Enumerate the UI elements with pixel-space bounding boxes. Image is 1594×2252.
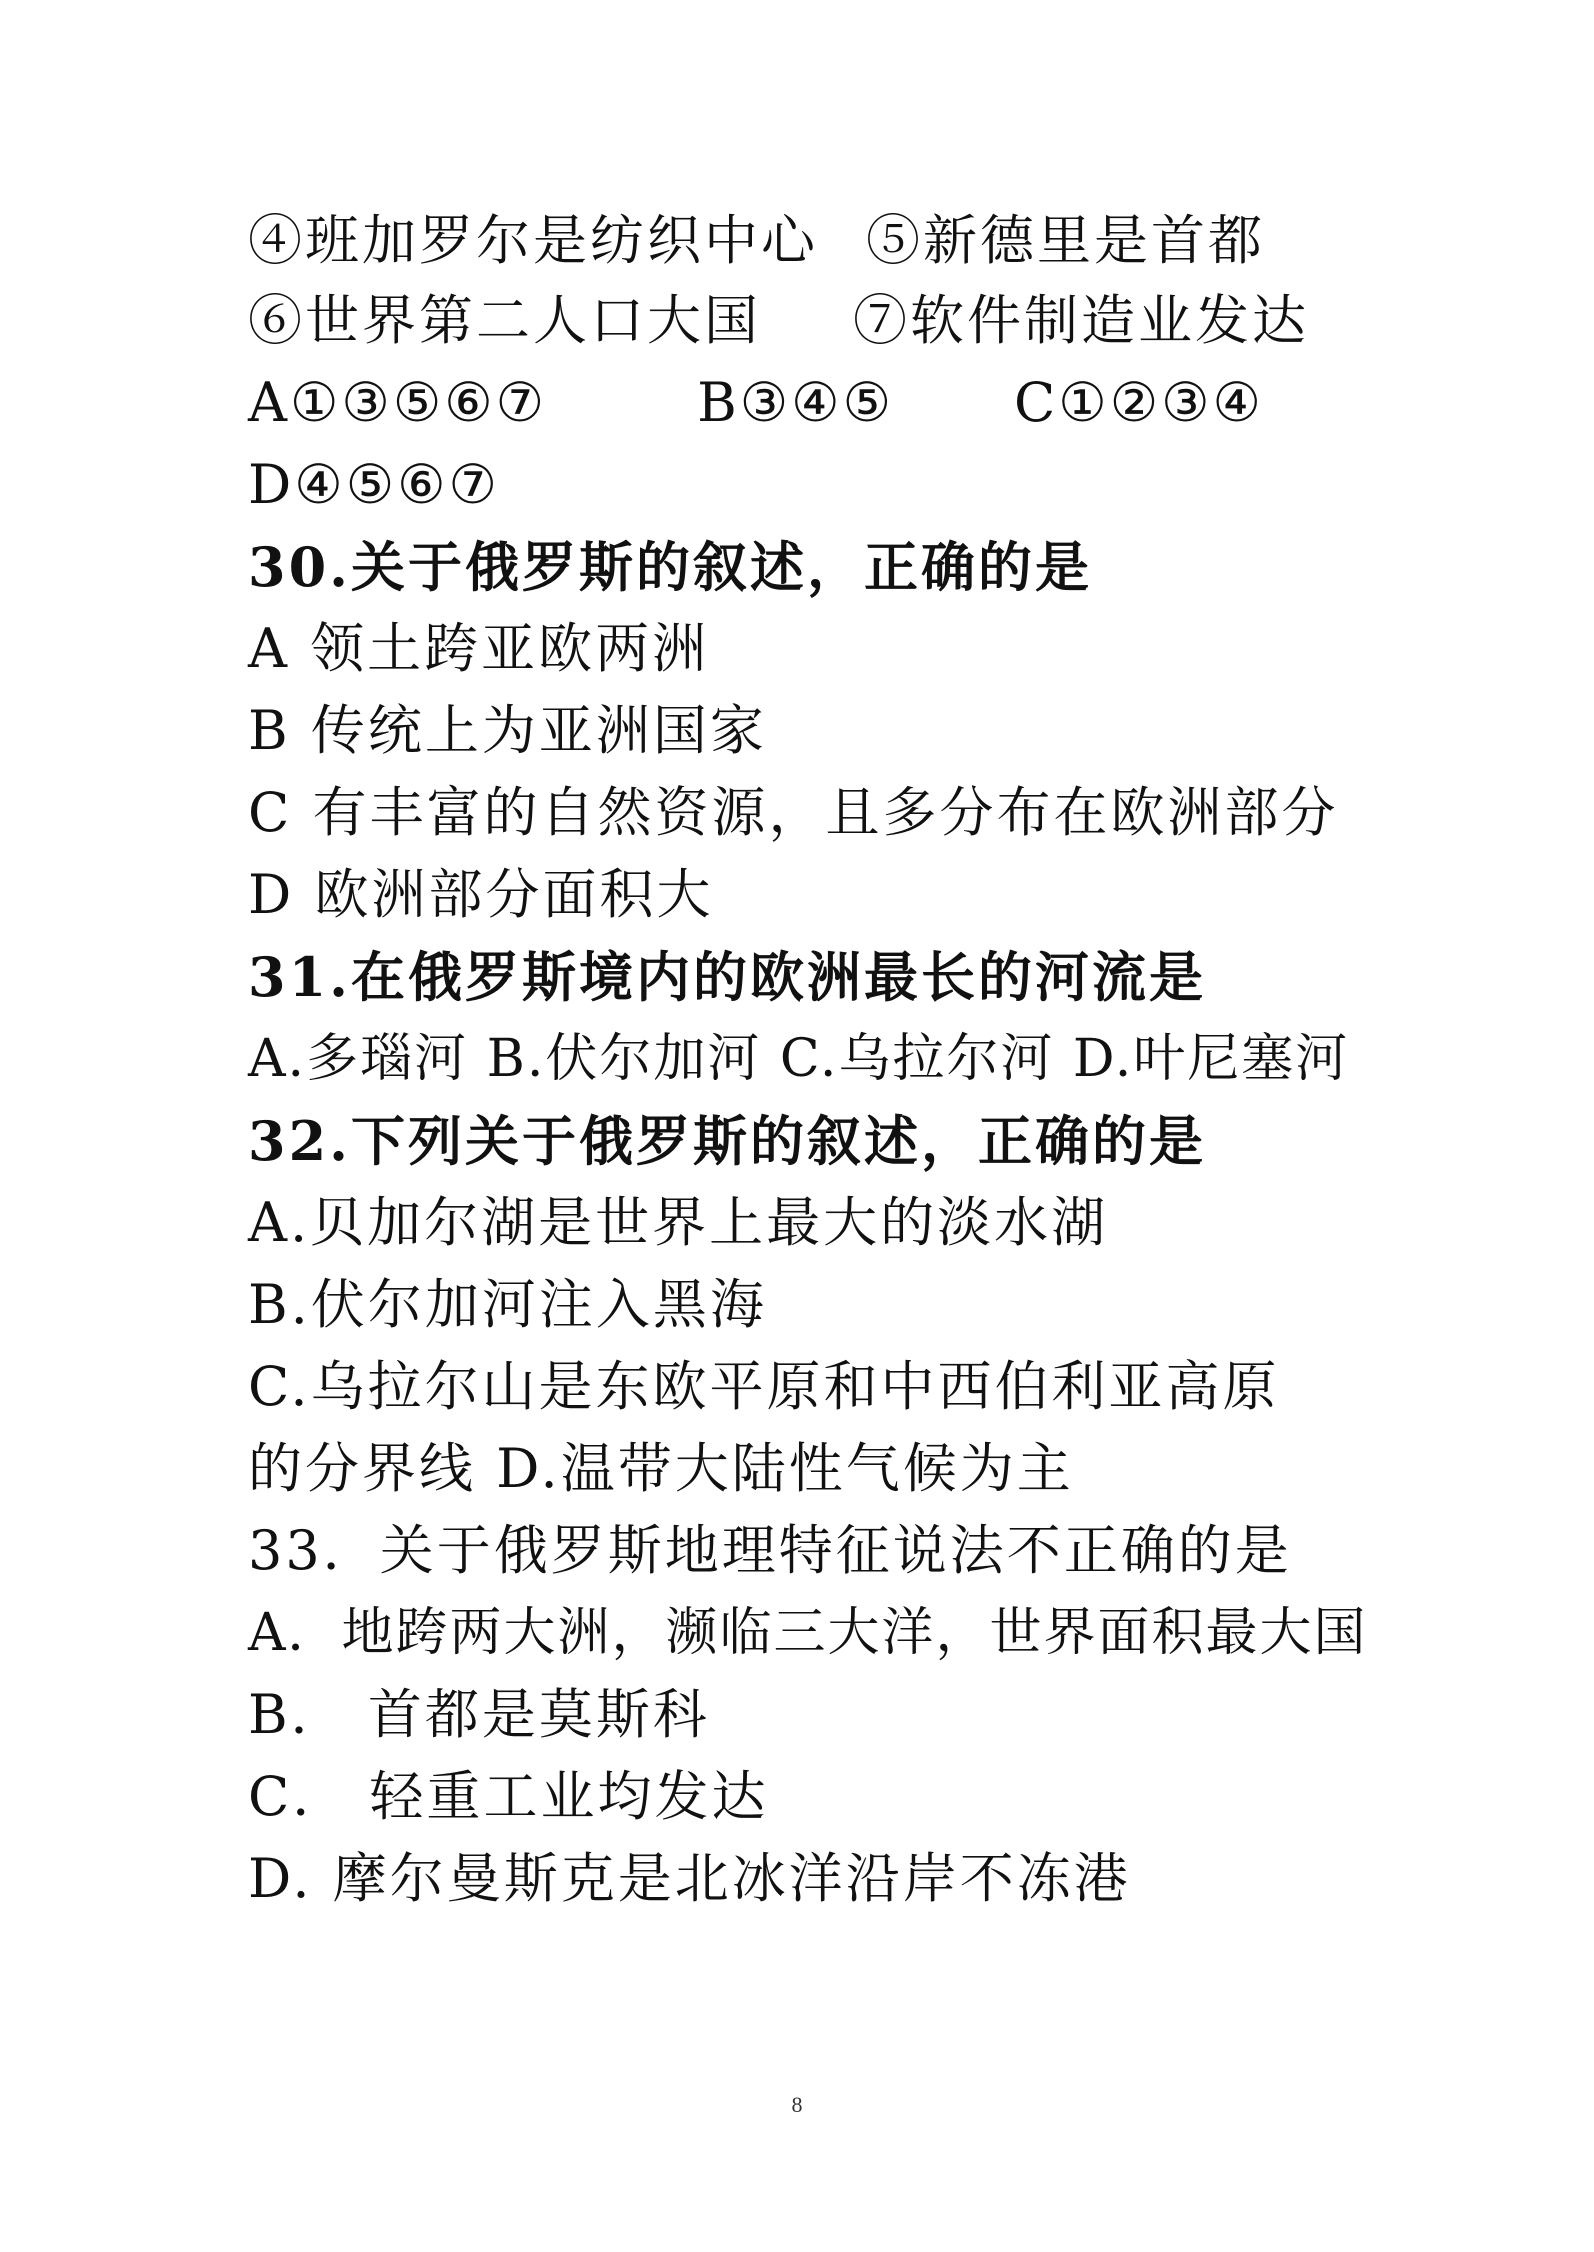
choice-c: C①②③④: [1013, 371, 1264, 434]
question-30-option-c: C 有丰富的自然资源，且多分布在欧洲部分: [248, 781, 1339, 844]
question-31: 31.在俄罗斯境内的欧洲最长的河流是: [248, 945, 1206, 1009]
page-number: 8: [791, 2092, 803, 2117]
statement-4: ④班加罗尔是纺织中心: [248, 209, 818, 272]
statement-7: ⑦软件制造业发达: [853, 289, 1309, 352]
question-32: 32.下列关于俄罗斯的叙述，正确的是: [248, 1109, 1206, 1173]
question-30-option-d: D 欧洲部分面积大: [248, 863, 714, 926]
question-33-option-b: B． 首都是莫斯科: [248, 1683, 710, 1746]
question-32-option-b: B.伏尔加河注入黑海: [248, 1273, 767, 1336]
question-32-option-a: A.贝加尔湖是世界上最大的淡水湖: [248, 1191, 1109, 1254]
question-33: 33．关于俄罗斯地理特征说法不正确的是: [248, 1519, 1292, 1582]
option-statement-line-1: [248, 208, 1265, 274]
question-30: 30.关于俄罗斯的叙述，正确的是: [248, 535, 1092, 599]
question-32-option-c: C.乌拉尔山是东欧平原和中西伯利亚高原: [248, 1355, 1280, 1418]
question-33-option-d: D. 摩尔曼斯克是北冰洋沿岸不冻港: [248, 1847, 1131, 1910]
choice-d: D④⑤⑥⑦: [248, 453, 500, 516]
choice-b: B③④⑤: [697, 371, 894, 434]
question-30-option-b: B 传统上为亚洲国家: [248, 699, 767, 762]
question-30-option-a: A 领土跨亚欧两洲: [248, 617, 710, 680]
statement-6: ⑥世界第二人口大国: [248, 289, 761, 352]
question-31-options: A.多瑙河 B.伏尔加河 C.乌拉尔河 D.叶尼塞河: [248, 1029, 1350, 1089]
option-statement-line-2: [248, 288, 1309, 354]
question-33-option-a: A．地跨两大洲，濒临三大洋，世界面积最大国: [248, 1603, 1368, 1663]
question-32-option-c-continued: 的分界线 D.温带大陆性气候为主: [248, 1437, 1074, 1500]
statement-5: ⑤新德里是首都: [866, 209, 1265, 272]
question-33-option-c: C． 轻重工业均发达: [248, 1765, 769, 1828]
answer-choices-line: [248, 370, 1264, 436]
choice-a: A①③⑤⑥⑦: [248, 371, 548, 434]
